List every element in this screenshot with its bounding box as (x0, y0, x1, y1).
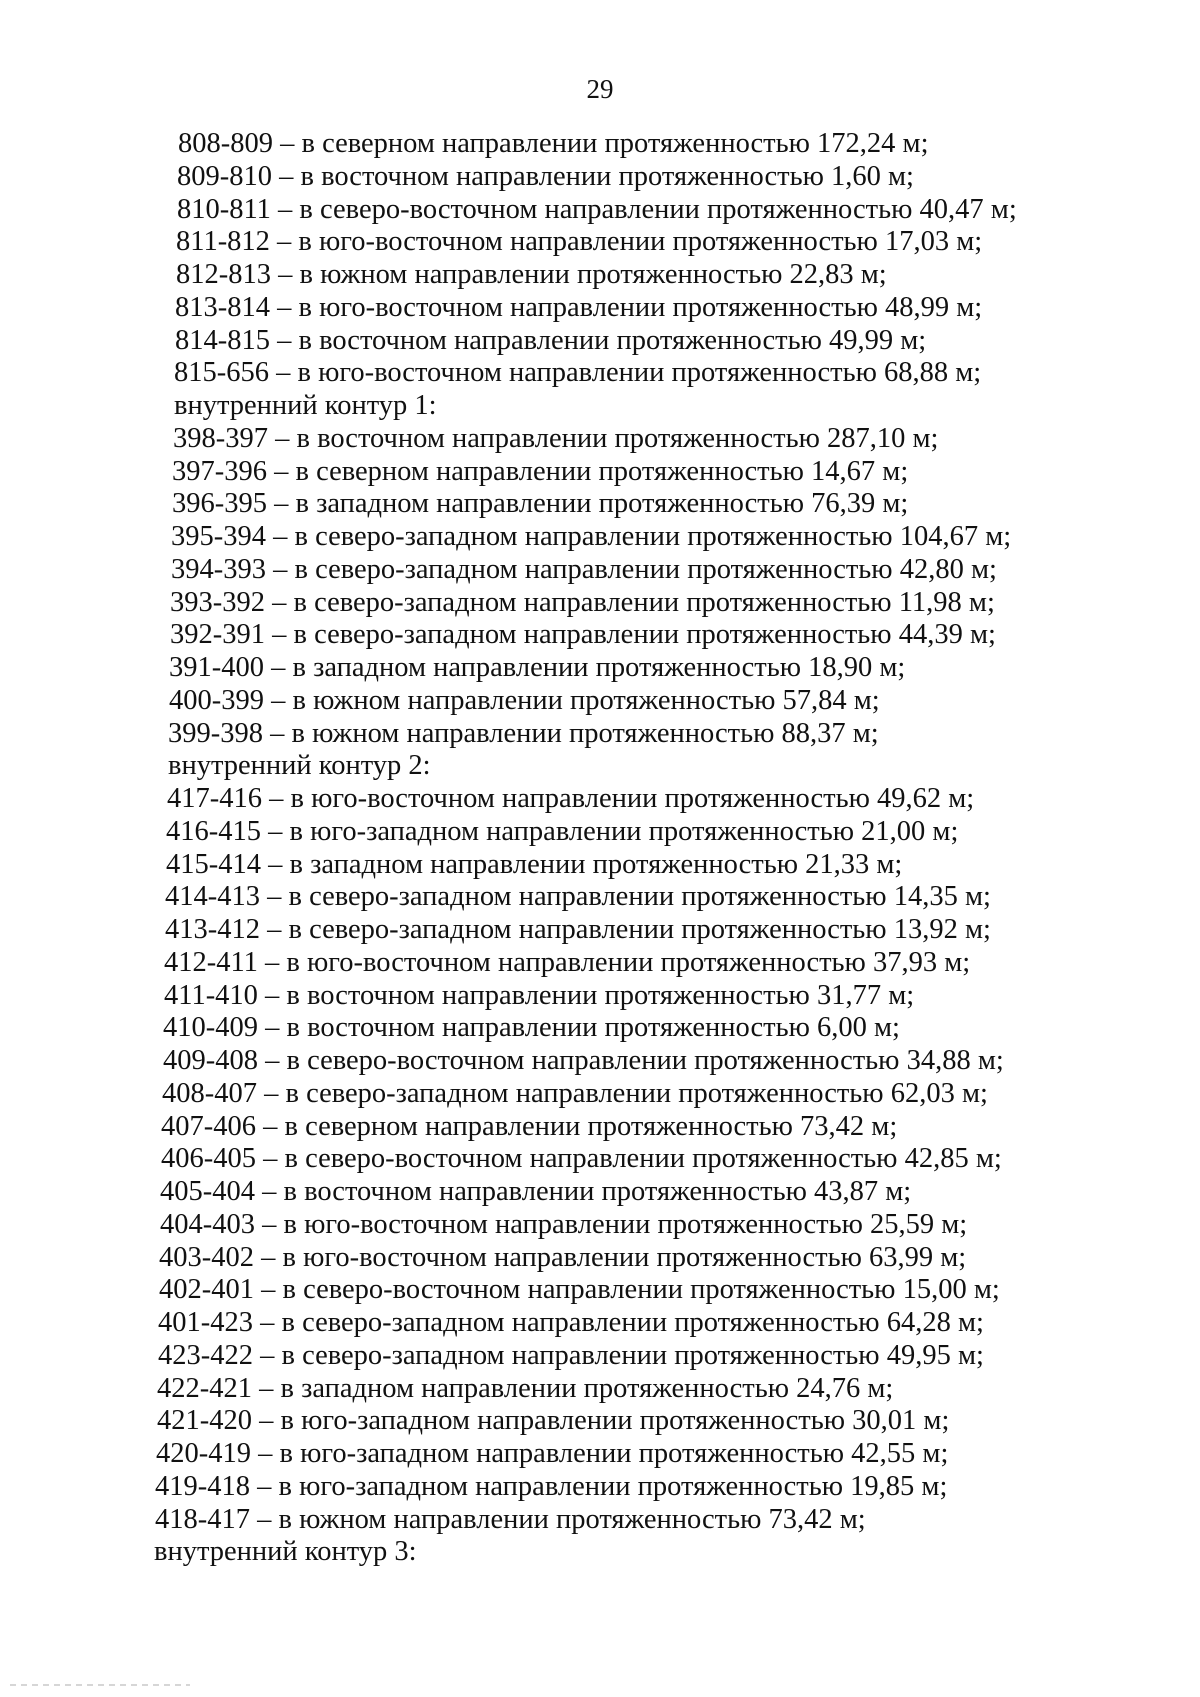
contour-heading: внутренний контур 2: (168, 750, 431, 782)
boundary-segment-line: 401-423 – в северо-западном направлении протяженностью 64,28 м; (158, 1307, 984, 1338)
boundary-segment-line: 412-411 – в юго-восточном направлении протяженностью 37,93 м; (164, 946, 971, 978)
boundary-segment-line: 403-402 – в юго-восточном направлении протяженностью 63,99 м; (159, 1241, 967, 1273)
boundary-segment-line: 815-656 – в юго-восточном направлении протяженностью 68,88 м; (174, 357, 982, 389)
boundary-segment-line: 400-399 – в южном направлении протяженностью 57,84 м; (169, 684, 880, 716)
boundary-segment-line: 408-407 – в северо-западном направлении протяженностью 62,03 м; (162, 1077, 988, 1109)
boundary-segment-line: 420-419 – в юго-западном направлении протяженностью 42,55 м; (156, 1438, 949, 1469)
boundary-segment-line: 416-415 – в юго-западном направлении протяженностью 21,00 м; (166, 815, 959, 847)
boundary-segment-line: 405-404 – в восточном направлении протяженностью 43,87 м; (160, 1176, 912, 1207)
contour-heading: внутренний контур 1: (174, 390, 437, 421)
boundary-segment-line: 418-417 – в южном направлении протяженностью 73,42 м; (155, 1503, 866, 1535)
boundary-segment-line: 417-416 – в юго-восточном направлении протяженностью 49,62 м; (167, 783, 975, 814)
boundary-segment-line: 396-395 – в западном направлении протяженностью 76,39 м; (172, 488, 909, 520)
boundary-segment-line: 422-421 – в западном направлении протяженностью 24,76 м; (157, 1372, 894, 1404)
boundary-segment-line: 406-405 – в северо-восточном направлении протяженностью 42,85 м; (161, 1143, 1002, 1175)
boundary-segment-line: 809-810 – в восточном направлении протяженностью 1,60 м; (177, 160, 914, 192)
boundary-segment-line: 814-815 – в восточном направлении протяженностью 49,99 м; (175, 324, 927, 356)
boundary-segment-line: 813-814 – в юго-восточном направлении протяженностью 48,99 м; (175, 291, 983, 323)
boundary-segment-line: 411-410 – в восточном направлении протяженностью 31,77 м; (164, 979, 915, 1011)
boundary-segment-line: 421-420 – в юго-западном направлении протяженностью 30,01 м; (157, 1405, 950, 1437)
boundary-segment-line: 415-414 – в западном направлении протяженностью 21,33 м; (166, 848, 903, 880)
boundary-segment-line: 397-396 – в северном направлении протяженностью 14,67 м; (172, 455, 909, 487)
boundary-segment-line: 398-397 – в восточном направлении протяженностью 287,10 м; (173, 422, 939, 454)
boundary-segment-line: 808-809 – в северном направлении протяженностью 172,24 м; (178, 128, 929, 159)
page-number: 29 (586, 74, 614, 104)
boundary-segment-line: 394-393 – в северо-западном направлении протяженностью 42,80 м; (171, 553, 997, 585)
boundary-segment-line: 407-406 – в северном направлении протяженностью 73,42 м; (161, 1110, 898, 1142)
boundary-segment-line: 419-418 – в юго-западном направлении протяженностью 19,85 м; (155, 1470, 948, 1502)
boundary-description-list (154, 128, 1078, 1569)
boundary-segment-line: 391-400 – в западном направлении протяженностью 18,90 м; (169, 652, 906, 683)
scan-artifact (10, 1684, 190, 1686)
boundary-segment-line: 409-408 – в северо-восточном направлении протяженностью 34,88 м; (163, 1045, 1004, 1076)
boundary-segment-line: 392-391 – в северо-западном направлении протяженностью 44,39 м; (170, 619, 996, 651)
boundary-segment-line: 413-412 – в северо-западном направлении протяженностью 13,92 м; (165, 914, 991, 945)
boundary-segment-line: 404-403 – в юго-восточном направлении протяженностью 25,59 м; (160, 1208, 968, 1240)
boundary-segment-line: 410-409 – в восточном направлении протяженностью 6,00 м; (163, 1012, 900, 1044)
boundary-segment-line: 414-413 – в северо-западном направлении протяженностью 14,35 м; (165, 881, 991, 913)
boundary-segment-line: 812-813 – в южном направлении протяженностью 22,83 м; (176, 259, 887, 290)
boundary-segment-line: 399-398 – в южном направлении протяженностью 88,37 м; (168, 717, 879, 749)
boundary-segment-line: 423-422 – в северо-западном направлении протяженностью 49,95 м; (158, 1339, 984, 1371)
boundary-segment-line: 810-811 – в северо-восточном направлении протяженностью 40,47 м; (177, 193, 1017, 225)
boundary-segment-line: 395-394 – в северо-западном направлении протяженностью 104,67 м; (171, 521, 1012, 552)
boundary-segment-line: 393-392 – в северо-западном направлении протяженностью 11,98 м; (170, 586, 995, 618)
boundary-segment-line: 811-812 – в юго-восточном направлении протяженностью 17,03 м; (176, 226, 983, 258)
contour-heading: внутренний контур 3: (154, 1536, 417, 1568)
boundary-segment-line: 402-401 – в северо-восточном направлении протяженностью 15,00 м; (159, 1274, 1000, 1306)
